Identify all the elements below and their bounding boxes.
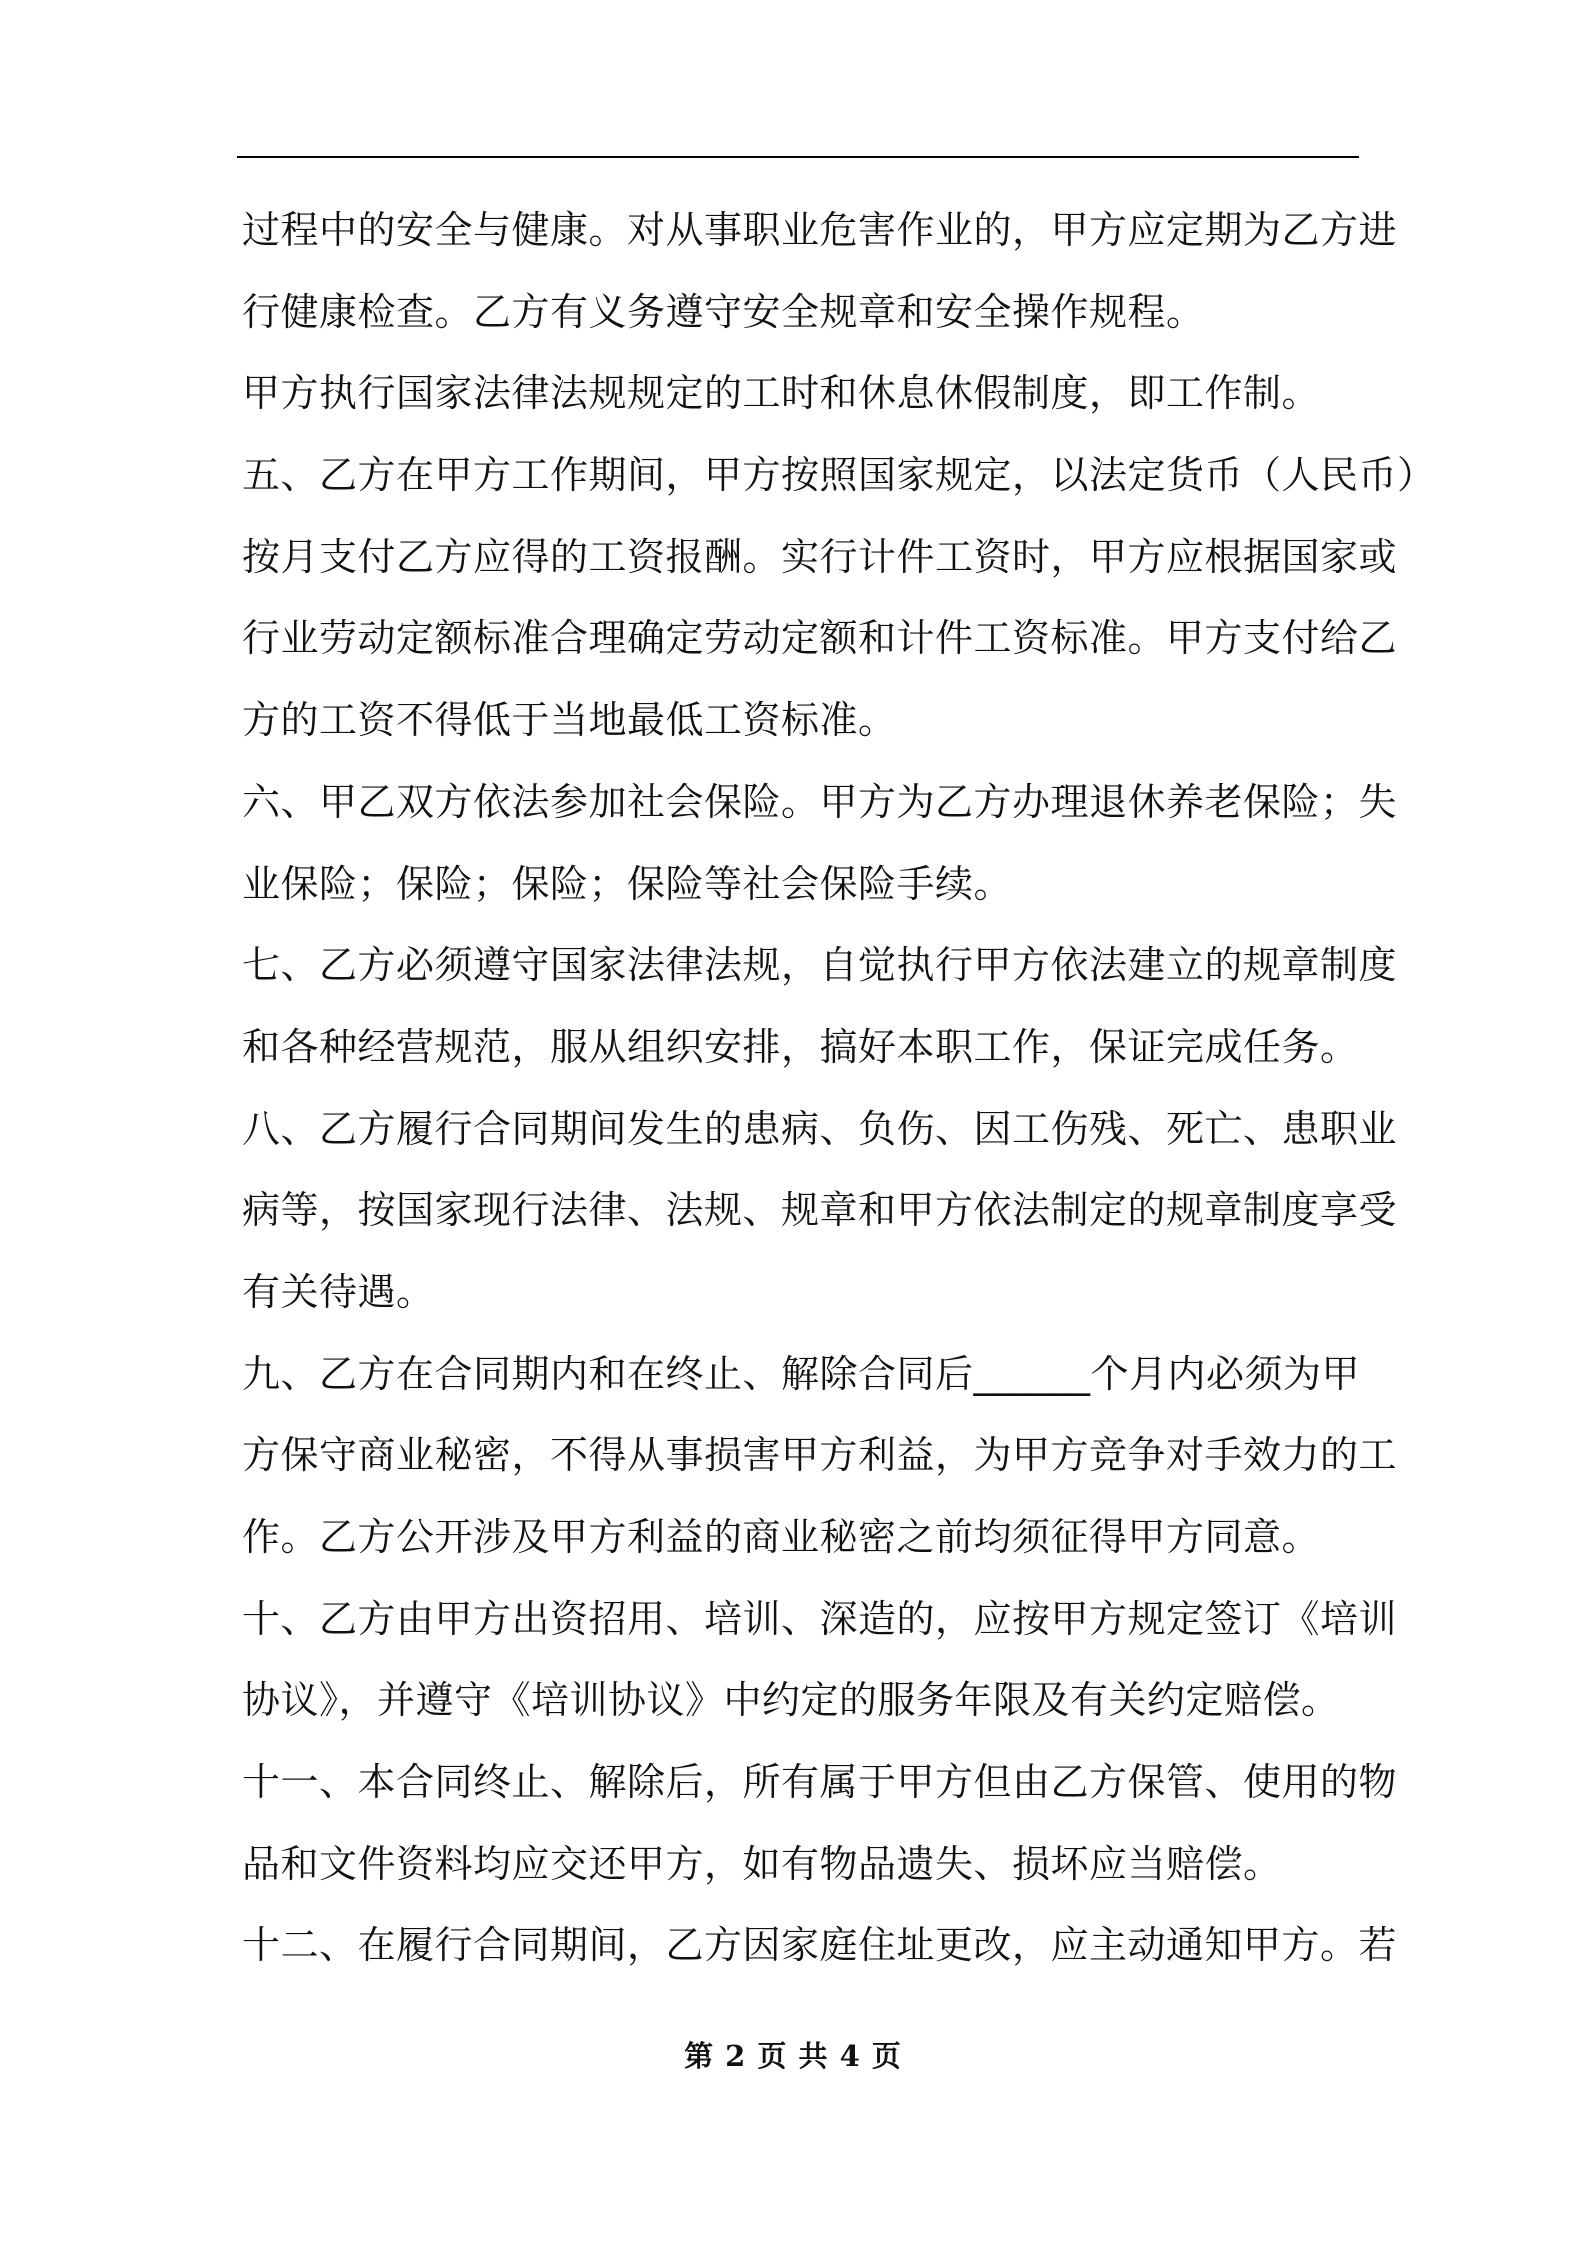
text-line: 七、乙方必须遵守国家法律法规，自觉执行甲方依法建立的规章制度	[242, 943, 1398, 988]
text-line: 九、乙方在合同期内和在终止、解除合同后______个月内必须为甲	[242, 1351, 1361, 1396]
text-line: 十、乙方由甲方出资招用、培训、深造的，应按甲方规定签订《培训	[242, 1596, 1398, 1641]
text-line: 甲方执行国家法律法规规定的工时和休息休假制度，即工作制。	[242, 371, 1321, 416]
text-line: 协议》，并遵守《培训协议》中约定的服务年限及有关约定赔偿。	[242, 1678, 1340, 1723]
text-line: 病等，按国家现行法律、法规、规章和甲方依法制定的规章制度享受	[242, 1188, 1398, 1233]
text-line: 八、乙方履行合同期间发生的患病、负伤、因工伤残、死亡、患职业	[242, 1106, 1398, 1151]
text-line: 过程中的安全与健康。对从事职业危害作业的，甲方应定期为乙方进	[242, 208, 1398, 252]
text-line: 和各种经营规范，服从组织安排，搞好本职工作，保证完成任务。	[242, 1024, 1359, 1069]
text-line: 六、甲乙双方依法参加社会保险。甲方为乙方办理退休养老保险；失	[242, 779, 1398, 824]
page-number: 第 2 页 共 4 页	[684, 2039, 902, 2073]
text-line: 按月支付乙方应得的工资报酬。实行计件工资时，甲方应根据国家或	[242, 534, 1398, 579]
text-line: 五、乙方在甲方工作期间，甲方按照国家规定，以法定货币（人民币）	[242, 453, 1436, 498]
text-line: 十二、在履行合同期间，乙方因家庭住址更改，应主动通知甲方。若	[242, 1923, 1398, 1968]
text-line: 十一、本合同终止、解除后，所有属于甲方但由乙方保管、使用的物	[242, 1760, 1398, 1805]
document-body	[242, 190, 1436, 1987]
text-line: 方保守商业秘密，不得从事损害甲方利益，为甲方竞争对手效力的工	[242, 1433, 1398, 1478]
text-line: 有关待遇。	[242, 1269, 435, 1314]
text-line: 业保险；保险；保险；保险等社会保险手续。	[242, 861, 1013, 906]
text-line: 方的工资不得低于当地最低工资标准。	[242, 698, 897, 743]
text-line: 行健康检查。乙方有义务遵守安全规章和安全操作规程。	[242, 289, 1205, 334]
text-line: 行业劳动定额标准合理确定劳动定额和计件工资标准。甲方支付给乙	[242, 616, 1398, 661]
text-line: 品和文件资料均应交还甲方，如有物品遗失、损坏应当赔偿。	[242, 1841, 1282, 1886]
text-line: 作。乙方公开涉及甲方利益的商业秘密之前均须征得甲方同意。	[242, 1515, 1321, 1559]
header-divider	[237, 156, 1359, 158]
